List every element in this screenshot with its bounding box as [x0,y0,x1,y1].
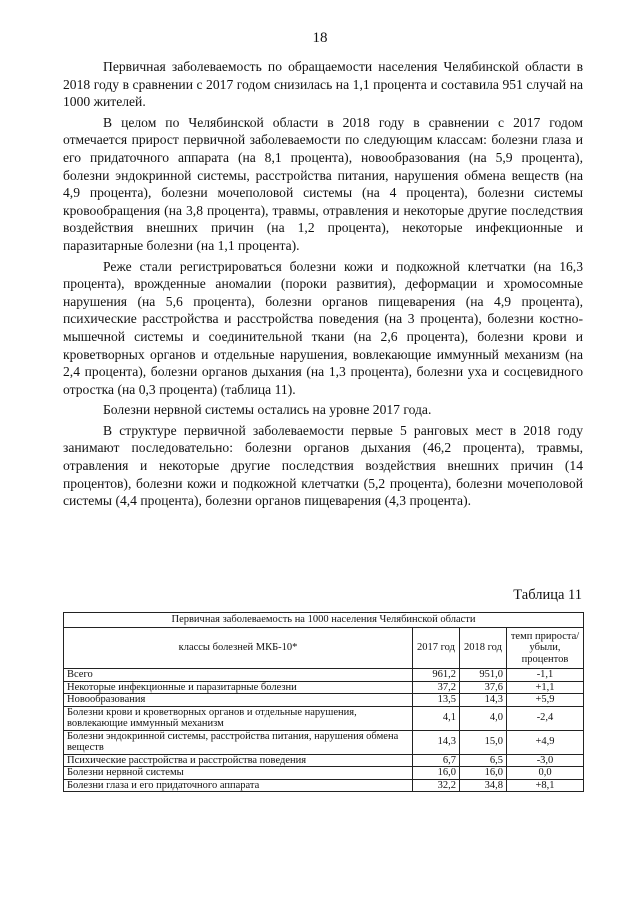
row-2017: 13,5 [413,694,460,707]
table-row [64,767,584,780]
header-2017: 2017 год [413,627,460,669]
paragraph: Реже стали регистрироваться болезни кожи и подкожной клетчатки (на 16,3 процента), врожденные аномалии (пороки развития), деформации и хромосомные нарушения (на 5,6 процента), болезни органов пищеварения (на 4,9 процента), психические расстройства и расстройства поведения (на 3 процента), болезни костно-мышечной системы и соединительной ткани (на 2,6 процента), болезни крови и кроветворных органов и отдельные нарушения, вовлекающие иммунный механизм (на 2,4 процента), болезни органов дыхания (на 1,3 процента), болезни уха и сосцевидного отростка (на 0,3 процента) (таблица 11). [63,258,583,397]
table-row [64,706,584,730]
table-header-row [64,627,584,669]
table-row [64,669,584,682]
body-text [63,58,583,513]
row-2017: 961,2 [413,669,460,682]
row-rate: -1,1 [507,669,584,682]
table-row [64,730,584,754]
row-2018: 16,0 [460,767,507,780]
row-2018: 14,3 [460,694,507,707]
page-number: 18 [312,30,328,46]
row-2018: 15,0 [460,730,507,754]
table-row [64,779,584,792]
row-name: Всего [64,669,413,682]
row-rate: -3,0 [507,754,584,767]
row-rate: +4,9 [507,730,584,754]
row-2017: 14,3 [413,730,460,754]
row-2018: 951,0 [460,669,507,682]
paragraph: В целом по Челябинской области в 2018 году в сравнении с 2017 годом отмечается прирост первичной заболеваемости по следующим классам: болезни глаза и его придаточного аппарата (на 8,1 процента), новообразования (на 5,9 процента), болезни эндокринной системы, расстройства питания, нарушения обмена веществ (на 4,9 процента), болезни мочеполовой системы (на 4 процента), болезни системы кровообращения (на 3,8 процента), травмы, отравления и некоторые другие последствия воздействия внешних причин (на 1,2 процента), некоторые инфекционные и паразитарные болезни (на 1,1 процента). [63,114,583,253]
table-row [64,754,584,767]
row-name: Новообразования [64,694,413,707]
table-caption: Таблица 11 [513,587,582,603]
row-name: Болезни эндокринной системы, расстройства питания, нарушения обмена веществ [64,730,413,754]
header-class: классы болезней МКБ-10* [64,627,413,669]
row-2017: 32,2 [413,779,460,792]
table-row [64,681,584,694]
table-title: Первичная заболеваемость на 1000 населения Челябинской области [64,613,584,628]
header-rate: темп прироста/ убыли, процентов [507,627,584,669]
row-rate: +8,1 [507,779,584,792]
row-name: Некоторые инфекционные и паразитарные болезни [64,681,413,694]
row-name: Психические расстройства и расстройства поведения [64,754,413,767]
row-2018: 4,0 [460,706,507,730]
row-name: Болезни глаза и его придаточного аппарата [64,779,413,792]
paragraph: Болезни нервной системы остались на уровне 2017 года. [103,402,432,418]
row-name: Болезни крови и кроветворных органов и отдельные нарушения, вовлекающие иммунный механизм [64,706,413,730]
row-name: Болезни нервной системы [64,767,413,780]
row-2017: 6,7 [413,754,460,767]
row-rate: +5,9 [507,694,584,707]
row-2018: 6,5 [460,754,507,767]
header-2018: 2018 год [460,627,507,669]
row-2017: 37,2 [413,681,460,694]
paragraph: В структуре первичной заболеваемости первые 5 ранговых мест в 2018 году занимают последовательно: болезни органов дыхания (46,2 процента), травмы, отравления и некоторые другие последствия воздействия внешних причин (14 процентов), болезни кожи и подкожной клетчатки (5,2 процента), болезни мочеполовой системы (4,4 процента), болезни органов пищеварения (4,3 процента). [63,422,583,509]
row-2017: 4,1 [413,706,460,730]
row-rate: +1,1 [507,681,584,694]
row-rate: -2,4 [507,706,584,730]
table-title-row [64,613,584,628]
morbidity-table [63,612,584,792]
row-2018: 37,6 [460,681,507,694]
paragraph: Первичная заболеваемость по обращаемости населения Челябинской области в 2018 году в сравнении с 2017 годом снизилась на 1,1 процента и составила 951 случай на 1000 жителей. [63,59,583,110]
row-2017: 16,0 [413,767,460,780]
row-rate: 0,0 [507,767,584,780]
row-2018: 34,8 [460,779,507,792]
table-row [64,694,584,707]
